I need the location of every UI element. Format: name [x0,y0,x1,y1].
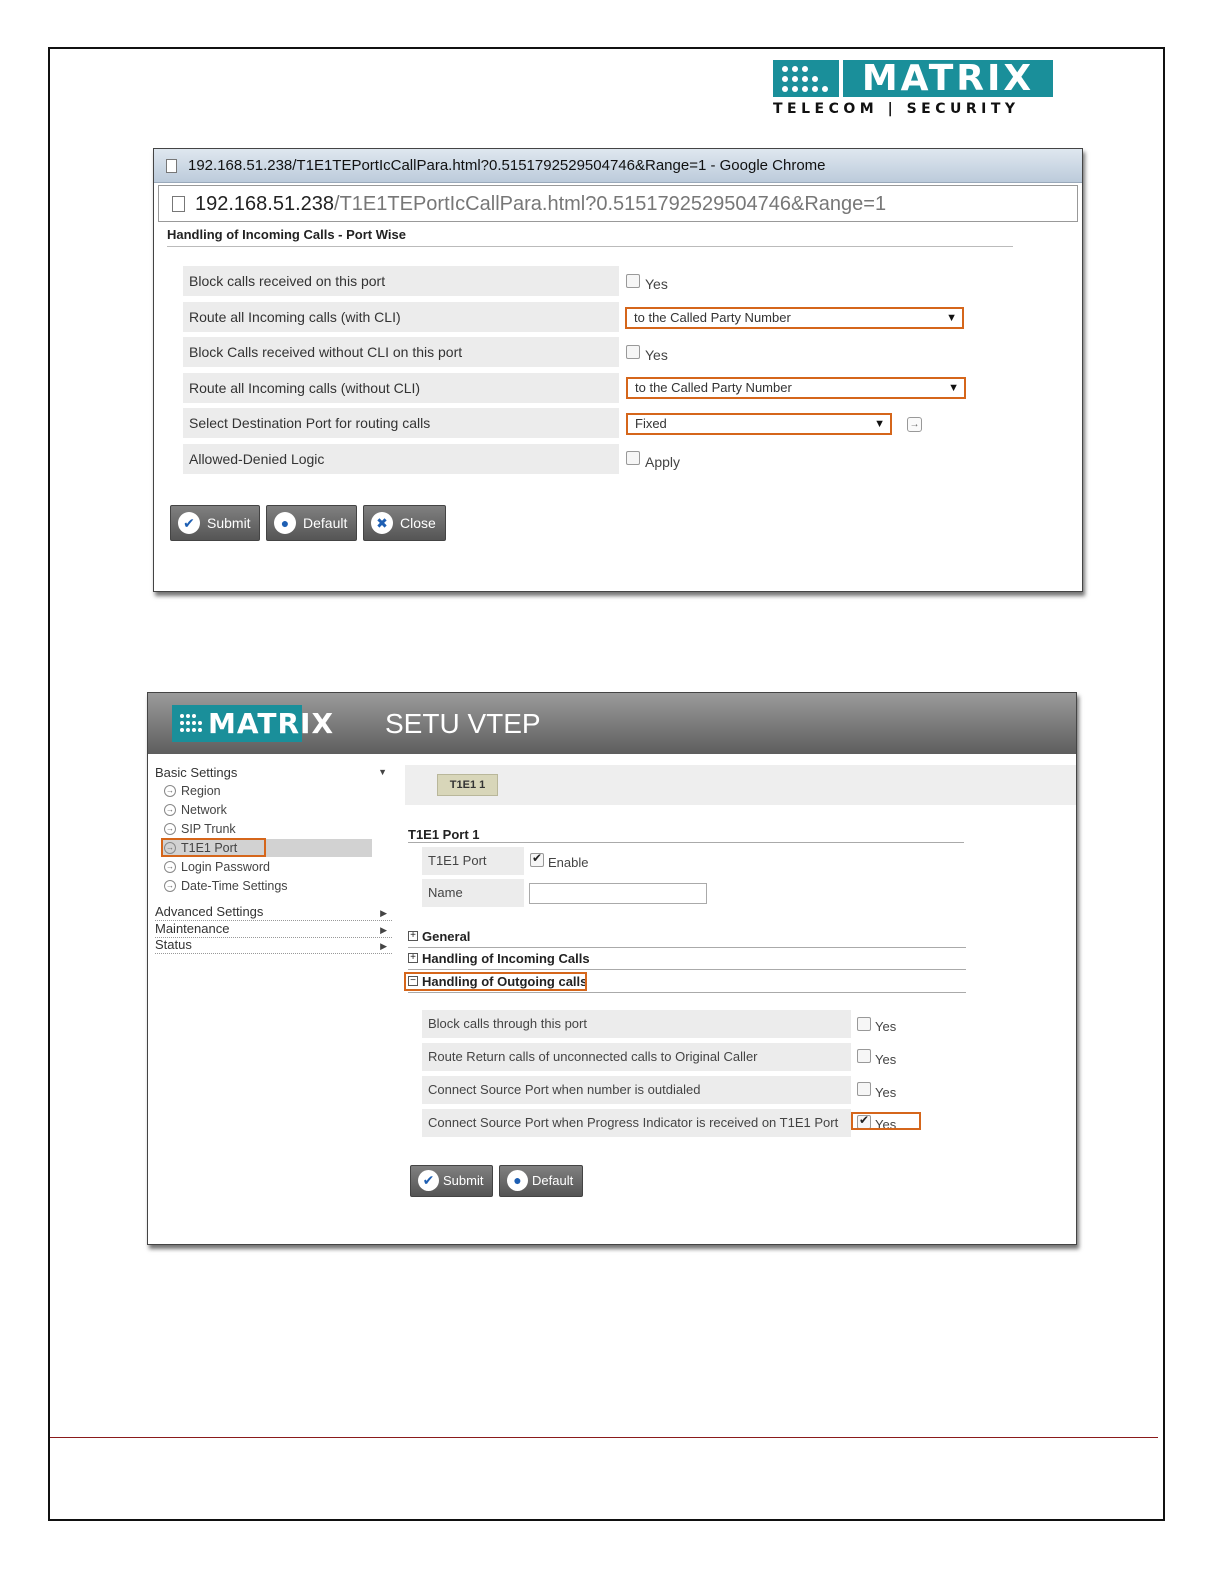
arrow-circle-icon: → [166,881,174,890]
window-title-bar [154,149,1082,183]
logo-wordmark: MATRIX [843,60,1053,97]
block-without-cli-checkbox[interactable] [626,345,640,359]
dropdown-arrow-icon: ▼ [874,418,885,430]
connect-progress-label: Connect Source Port when Progress Indicator is received on T1E1 Port [422,1109,851,1137]
block-calls-label: Block calls received on this port [183,266,619,296]
matrix-dots-icon [773,60,839,97]
incoming-calls-expander[interactable]: + Handling of Incoming Calls [408,951,590,966]
url-path: /T1E1TEPortIcCallPara.html?0.5151792529504746&Range=1 [334,193,887,215]
route-without-cli-label: Route all Incoming calls (without CLI) [183,373,619,403]
t1e1-port-label: T1E1 Port [422,847,524,875]
close-button[interactable] [363,505,446,541]
block-without-cli-yes-label: Yes [645,347,668,363]
page-icon [172,196,185,212]
block-outgoing-checkbox[interactable] [857,1017,871,1031]
setu-vtep-window [147,692,1077,1245]
outgoing-calls-expander[interactable]: − Handling of Outgoing calls [408,974,587,989]
enable-label: Enable [548,855,589,870]
app-submit-label: Submit [443,1173,484,1188]
incoming-calls-popup [153,148,1083,592]
arrow-circle-icon: → [166,824,174,833]
check-icon: ✔ [418,1170,439,1191]
submit-button[interactable] [170,505,260,541]
app-title: SETU VTEP [385,708,541,739]
block-outgoing-label: Block calls through this port [422,1010,851,1038]
route-without-cli-value: to the Called Party Number [635,380,792,395]
app-logo [172,705,335,742]
connect-outdialed-label: Connect Source Port when number is outdialed [422,1076,851,1104]
close-icon: ✖ [371,512,393,534]
route-return-yes-label: Yes [875,1052,897,1067]
panel-title: Handling of Incoming Calls - Port Wise [167,227,1013,247]
destination-port-label: Select Destination Port for routing calls [183,408,619,438]
name-label: Name [422,879,524,907]
allowed-denied-apply-label: Apply [645,454,681,470]
arrow-circle-icon: → [166,786,174,795]
connect-progress-yes-label: Yes [875,1117,897,1132]
plus-icon: + [408,931,418,941]
sidebar-item-network[interactable]: → Network [166,803,227,817]
default-icon: ● [507,1170,528,1191]
allowed-denied-checkbox[interactable] [626,451,640,465]
route-with-cli-label: Route all Incoming calls (with CLI) [183,302,619,332]
connect-outdialed-checkbox[interactable] [857,1082,871,1096]
outgoing-calls-highlight [404,972,587,991]
divider [408,969,966,970]
general-expander[interactable]: + General [408,929,470,944]
sidebar-item-date-time[interactable]: → Date-Time Settings [166,879,288,893]
plus-icon: + [408,953,418,963]
close-label: Close [400,515,436,531]
allowed-denied-label: Allowed-Denied Logic [183,444,619,474]
default-button[interactable] [266,505,357,541]
arrow-right-icon[interactable]: → [907,417,922,432]
divider [408,842,964,843]
sidebar [148,754,393,1244]
route-without-cli-select[interactable] [626,377,966,399]
arrow-circle-icon: → [166,862,174,871]
window-title: 192.168.51.238/T1E1TEPortIcCallPara.html?0.5151792529504746&Range=1 - Google Chrome [188,157,826,174]
progress-indicator-highlight [851,1112,921,1130]
sidebar-item-sip-trunk[interactable]: → SIP Trunk [166,822,236,836]
matrix-dots-icon [178,712,204,736]
address-bar[interactable] [158,185,1078,222]
block-without-cli-label: Block Calls received without CLI on this port [183,337,619,367]
connect-outdialed-yes-label: Yes [875,1085,897,1100]
dropdown-arrow-icon: ▼ [946,312,957,324]
sidebar-item-t1e1-port[interactable]: → T1E1 Port [162,839,372,857]
divider [155,953,392,954]
block-outgoing-yes-label: Yes [875,1019,897,1034]
default-label: Default [303,515,348,531]
caret-right-icon: ▶ [380,941,387,951]
app-logo-word: MATRIX [208,707,335,740]
caret-right-icon: ▶ [380,925,387,935]
route-return-checkbox[interactable] [857,1049,871,1063]
sidebar-status[interactable]: Status ▶ [155,937,387,952]
caret-down-icon: ▼ [378,767,387,777]
route-with-cli-value: to the Called Party Number [634,310,791,325]
submit-label: Submit [207,515,251,531]
minus-icon: − [408,976,418,986]
name-input[interactable] [529,883,707,904]
sidebar-basic-settings[interactable]: Basic Settings ▼ [155,765,387,780]
page-icon [166,159,177,173]
tab-bar [405,765,1077,805]
divider [408,947,966,948]
sidebar-item-region[interactable]: → Region [166,784,221,798]
t1e1-port-enable-checkbox[interactable] [530,853,544,867]
footer-divider [50,1437,1158,1438]
sidebar-maintenance[interactable]: Maintenance ▶ [155,921,387,936]
sidebar-advanced-settings[interactable]: Advanced Settings ▶ [155,904,387,919]
dropdown-arrow-icon: ▼ [948,382,959,394]
app-default-button[interactable] [499,1165,583,1197]
arrow-circle-icon: → [166,805,174,814]
divider [408,992,966,993]
route-return-label: Route Return calls of unconnected calls to Original Caller [422,1043,851,1071]
block-calls-checkbox[interactable] [626,274,640,288]
route-with-cli-select[interactable] [625,307,964,329]
tab-t1e1-1[interactable]: T1E1 1 [437,774,498,796]
section-title: T1E1 Port 1 [408,827,480,842]
logo-tagline: TELECOM | SECURITY [773,101,1020,117]
destination-port-select[interactable] [626,413,892,435]
app-submit-button[interactable] [410,1165,493,1197]
caret-right-icon: ▶ [380,908,387,918]
destination-port-value: Fixed [635,416,667,431]
block-calls-yes-label: Yes [645,276,668,292]
default-icon: ● [274,512,296,534]
t1e1-port-highlight [161,838,266,857]
sidebar-item-login-password[interactable]: → Login Password [166,860,270,874]
matrix-logo [773,60,1053,120]
app-header [148,693,1076,754]
url-host: 192.168.51.238 [195,193,335,215]
arrow-circle-icon: → [166,843,174,852]
check-icon: ✔ [178,512,200,534]
app-default-label: Default [532,1173,574,1188]
